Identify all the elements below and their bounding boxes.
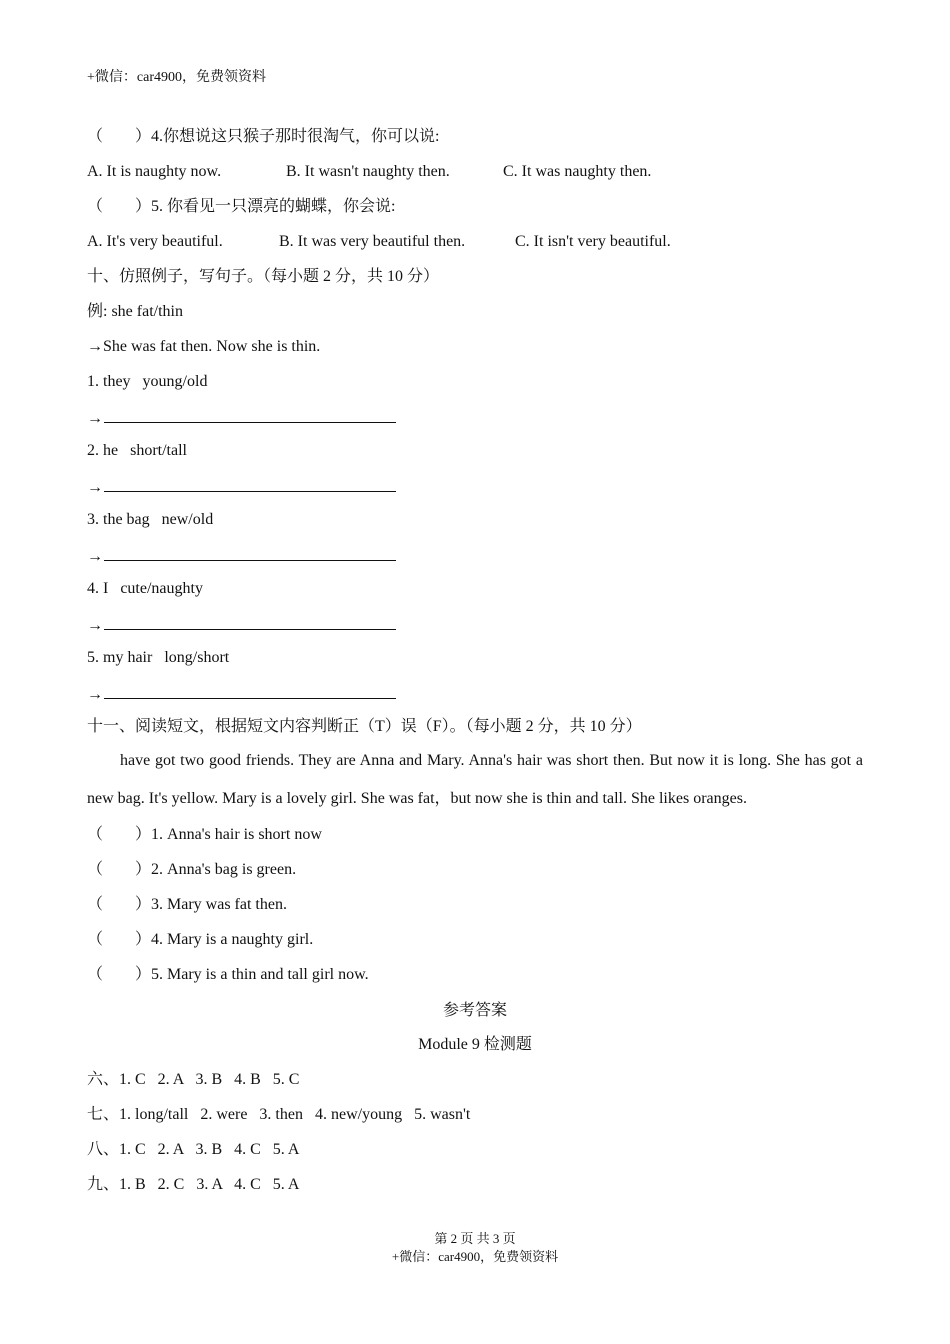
answer-bracket[interactable]: （ ） [87, 896, 152, 913]
example-answer: →She was fat then. Now she is thin. [87, 338, 321, 355]
tf-item-5 [87, 965, 369, 985]
s10-item-3: 3. the bag new/old [87, 511, 214, 528]
blank-line[interactable] [104, 614, 396, 630]
question-5-text: 5. 你看见一只漂亮的蝴蝶，你会说: [151, 198, 396, 215]
tf-item-4 [87, 930, 313, 950]
s10-answer-line-2[interactable] [87, 476, 396, 498]
tf-item-text: 2. Anna's bag is green. [151, 861, 297, 878]
section-10-title: 十、仿照例子，写句子。（每小题 2 分，共 10 分） [87, 268, 440, 285]
answer-line-7: 七、1. long/tall 2. were 3. then 4. new/young 5. wasn't [87, 1106, 471, 1123]
q4-option-a: A. It is naughty now. [87, 163, 222, 180]
s10-answer-line-4[interactable] [87, 614, 396, 636]
tf-item-3 [87, 895, 287, 915]
answer-bracket[interactable]: （ ） [87, 861, 152, 878]
answer-bracket: （ ） [87, 198, 152, 215]
question-4-text: 4.你想说这只猴子那时很淘气，你可以说: [151, 128, 440, 145]
s10-answer-line-3[interactable] [87, 545, 396, 567]
reading-passage: have got two good friends. They are Anna and Mary. Anna's hair was short then. But now it is long. She has got a new bag. It's yellow. Mary is a lovely girl. She was fat，but now she is thin and tall. She likes oranges. [87, 752, 863, 807]
page-number: 第 2 页 共 3 页 [434, 1231, 516, 1246]
answer-line-9: 九、1. B 2. C 3. A 4. C 5. A [87, 1176, 300, 1193]
header-watermark: +微信：car4900，免费领资料 [87, 70, 266, 85]
q4-option-c: C. It was naughty then. [503, 163, 652, 180]
answer-bracket[interactable]: （ ） [87, 966, 152, 983]
answers-subtitle: Module 9 检测题 [418, 1036, 532, 1053]
q4-option-b: B. It wasn't naughty then. [286, 163, 450, 180]
blank-line[interactable] [104, 683, 396, 699]
answers-title: 参考答案 [442, 1002, 507, 1019]
arrow: → [87, 410, 103, 427]
arrow: → [87, 548, 103, 565]
question-4 [87, 127, 439, 147]
tf-item-1 [87, 825, 322, 845]
tf-item-text: 1. Anna's hair is short now [151, 826, 322, 843]
question-5 [87, 197, 395, 217]
s10-item-5: 5. my hair long/short [87, 649, 230, 666]
arrow: → [87, 617, 103, 634]
s10-item-2: 2. he short/tall [87, 442, 187, 459]
arrow: → [87, 686, 103, 703]
answer-bracket: （ ） [87, 128, 152, 145]
s10-item-4: 4. I cute/naughty [87, 580, 203, 597]
blank-line[interactable] [104, 476, 396, 492]
q5-option-c: C. It isn't very beautiful. [515, 233, 671, 250]
tf-item-text: 3. Mary was fat then. [151, 896, 287, 913]
blank-line[interactable] [104, 407, 396, 423]
tf-item-2 [87, 860, 296, 880]
blank-line[interactable] [104, 545, 396, 561]
s10-answer-line-1[interactable] [87, 407, 396, 429]
q5-option-b: B. It was very beautiful then. [279, 233, 466, 250]
q5-option-a: A. It's very beautiful. [87, 233, 223, 250]
s10-item-1: 1. they young/old [87, 373, 208, 390]
example-label: 例: she fat/thin [87, 303, 183, 320]
answer-bracket[interactable]: （ ） [87, 826, 152, 843]
s10-answer-line-5[interactable] [87, 683, 396, 705]
section-11-title: 十一、阅读短文，根据短文内容判断正（T）误（F）。（每小题 2 分，共 10 分） [87, 718, 642, 735]
answer-bracket[interactable]: （ ） [87, 931, 152, 948]
arrow: → [87, 479, 103, 496]
tf-item-text: 5. Mary is a thin and tall girl now. [151, 966, 369, 983]
footer-watermark: +微信：car4900，免费领资料 [391, 1249, 559, 1264]
answer-line-8: 八、1. C 2. A 3. B 4. C 5. A [87, 1141, 300, 1158]
answer-line-6: 六、1. C 2. A 3. B 4. B 5. C [87, 1071, 300, 1088]
tf-item-text: 4. Mary is a naughty girl. [151, 931, 314, 948]
